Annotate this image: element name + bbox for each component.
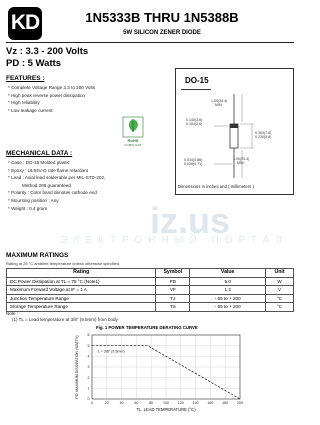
- y-tick-label: 1: [87, 386, 90, 391]
- unit-cell: °C: [266, 303, 294, 312]
- lead-diameter: [184, 158, 202, 166]
- header-rule: [6, 42, 294, 43]
- rating-cell: Junction Temperature Range: [7, 294, 156, 303]
- mechanical-item: Method 208 guaranteed: [22, 182, 71, 188]
- note-1: (1) TL = Lead temperature at 3/8" (9.5mm) from body: [12, 317, 118, 322]
- x-tick-label: 200: [237, 401, 243, 405]
- chart-title: Fig. 1 POWER TEMPERATURE DERATING CURVE: [96, 325, 198, 330]
- package-name: DO-15: [185, 76, 209, 85]
- document-subtitle: 5W SILICON ZENER DIODE: [123, 30, 201, 36]
- y-tick-label: 3: [87, 365, 90, 370]
- voltage-spec: Vz : 3.3 - 200 Volts: [6, 46, 89, 57]
- column-header-value: Value: [190, 269, 266, 278]
- column-header-symbol: Symbol: [156, 269, 190, 278]
- dim-label: 0.034(0.86): [184, 158, 203, 162]
- value-cell: 5.0: [190, 277, 266, 286]
- x-tick-label: 20: [104, 401, 109, 405]
- chart-annotation: L = 3/8" (9.5mm): [97, 349, 125, 354]
- features-list: [8, 84, 95, 114]
- unit-cell: V: [266, 286, 294, 295]
- mechanical-item: * Case : DO-15 Molded plastic: [8, 160, 70, 165]
- mechanical-item: * Weight : 0.4 gram: [8, 205, 48, 211]
- package-name-underline: [181, 89, 211, 90]
- max-ratings-subheading: Rating at 25 °C ambient temperature unless otherwise specified.: [6, 261, 121, 266]
- table-row: [7, 286, 294, 295]
- features-heading: FEATURES :: [6, 75, 45, 82]
- rohs-sub: COMPLIANT: [124, 143, 142, 147]
- rating-cell: Maximum Forward Voltage at IF = 1 A: [7, 286, 156, 295]
- dim-label: MIN: [215, 103, 222, 107]
- feature-item: * High peak reverse power dissipation: [8, 92, 86, 98]
- x-tick-label: 120: [177, 401, 184, 405]
- column-header-unit: Unit: [266, 269, 294, 278]
- notes-heading: Note :: [6, 311, 19, 316]
- rating-cell: Storage Temperature Range: [7, 303, 156, 312]
- mechanical-list: [8, 159, 105, 212]
- unit-cell: °C: [266, 294, 294, 303]
- max-ratings-heading: MAXIMUM RATINGS: [6, 252, 69, 259]
- mechanical-item: * Polarity : Color band denotes cathode end: [8, 190, 97, 196]
- rohs-leaf-icon: [122, 116, 144, 138]
- table-row: [7, 277, 294, 286]
- x-tick-label: 160: [207, 401, 214, 405]
- company-logo: [8, 7, 42, 40]
- table-row: [7, 303, 294, 312]
- watermark-logo: iz.us: [150, 200, 231, 241]
- symbol-cell: TS: [156, 303, 190, 312]
- value-cell: - 65 to + 200: [190, 303, 266, 312]
- max-ratings-table: [6, 268, 294, 312]
- y-tick-label: 0: [87, 397, 90, 402]
- x-tick-label: 0: [91, 401, 93, 405]
- rating-cell: DC Power Dissipation at TL = 75 °C (Note1): [7, 277, 156, 286]
- chart-y-axis-label: PD, MAXIMUM DISSIPATION (WATTS): [75, 335, 79, 399]
- x-tick-label: 80: [149, 401, 154, 405]
- mechanical-item: * Mounting position : Any: [8, 197, 59, 203]
- column-header-rating: Rating: [7, 269, 156, 278]
- unit-cell: W: [266, 277, 294, 286]
- mechanical-item: * Lead : Axial lead solderable per MIL-STD-202,: [8, 175, 106, 181]
- dimensions-caption: Dimensions in inches and ( millimeters ): [178, 184, 254, 189]
- y-tick-label: 2: [87, 375, 90, 380]
- feature-item: * Low leakage current: [8, 107, 53, 113]
- chart-x-axis-label: TL, LEAD TEMPERATURE (°C): [136, 407, 196, 412]
- value-cell: - 65 to + 200: [190, 294, 266, 303]
- x-tick-label: 180: [222, 401, 229, 405]
- y-tick-label: 6: [87, 333, 90, 338]
- rohs-badge: [122, 116, 144, 147]
- mechanical-item: * Epoxy : UL94V-O rate flame retardant: [8, 167, 88, 173]
- dim-label: 0.230(5.8): [255, 135, 272, 139]
- value-cell: 1.2: [190, 286, 266, 295]
- table-header-row: [7, 269, 294, 278]
- logo-text: KD: [10, 11, 40, 34]
- dim-label: 0.104(2.6): [186, 122, 203, 126]
- feature-item: * High reliability: [8, 100, 40, 106]
- chart-x-ticks: [91, 401, 243, 405]
- watermark-portal-text: ЭЛЕКТРОННЫЙ ПОРТАЛ: [60, 235, 288, 246]
- document-title: 1N5333B THRU 1N5388B: [85, 10, 239, 25]
- y-tick-label: 5: [87, 343, 90, 348]
- chart-y-ticks: [88, 333, 90, 401]
- power-spec: PD : 5 Watts: [6, 58, 62, 69]
- diode-outline-drawing: [180, 92, 288, 182]
- dim-label: 0.028(0.71): [184, 162, 203, 166]
- x-tick-label: 140: [192, 401, 199, 405]
- mechanical-heading: MECHANICAL DATA :: [6, 150, 73, 157]
- x-tick-label: 40: [119, 401, 124, 405]
- dim-label: 0.300(7.6): [255, 131, 272, 135]
- feature-item: * Complete Voltage Range 3.3 to 200 Volts: [8, 85, 96, 90]
- dim-label: MIN: [237, 161, 244, 165]
- x-tick-label: 60: [134, 401, 139, 405]
- dim-label: 1.00(25.4): [211, 99, 228, 103]
- body-length: [255, 131, 271, 139]
- chart-grid: [92, 335, 240, 399]
- body-diameter: [186, 118, 202, 126]
- derating-chart: [58, 331, 248, 419]
- lead-length-top: [211, 99, 227, 107]
- symbol-cell: PD: [156, 277, 190, 286]
- dim-label: 1.00(25.4): [233, 157, 250, 161]
- y-tick-label: 4: [87, 354, 90, 359]
- dim-label: 0.140(3.6): [186, 118, 203, 122]
- table-row: [7, 294, 294, 303]
- symbol-cell: TJ: [156, 294, 190, 303]
- x-tick-label: 100: [163, 401, 169, 405]
- symbol-cell: VF: [156, 286, 190, 295]
- lead-length-bottom: [233, 157, 249, 165]
- rohs-label: RoHS: [127, 138, 139, 143]
